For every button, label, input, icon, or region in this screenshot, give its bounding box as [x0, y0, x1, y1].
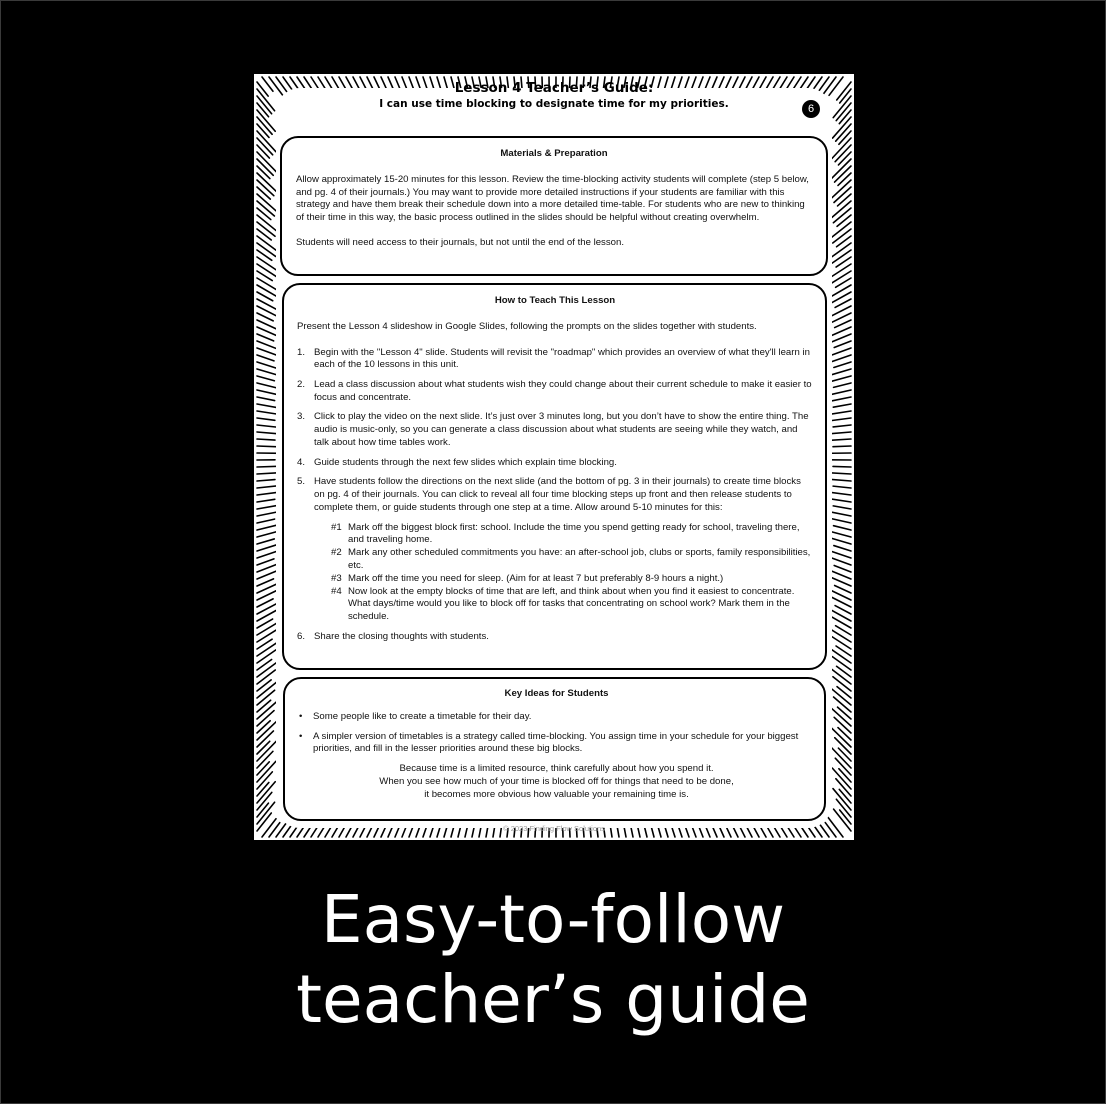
materials-paragraph: Allow approximately 15-20 minutes for this lesson. Review the time-blocking activity students will complete (step 5 below, and pg. 4 of their journals.) You may want to provide more detailed instructions if your students are familiar with this strategy and have them break their schedule down into a more detailed time-table. For students who are new to thinking of their time in this way, the basic process outlined in the slides should be helpful without creating overwhelm. — [296, 173, 809, 224]
steps-list — [297, 347, 813, 644]
time-block-tag: #2 — [331, 547, 342, 559]
how-to-teach-heading: How to Teach This Lesson — [494, 295, 616, 306]
closing-line: When you see how much of your time is blocked off for things that need to be done, — [379, 775, 734, 787]
document-title: Lesson 4 Teacher’s Guide: — [454, 80, 654, 96]
step-number: 2. — [297, 378, 306, 390]
page-number-badge: 6 — [802, 100, 820, 118]
step-item — [297, 411, 813, 449]
closing-line: it becomes more obvious how valuable your remaining time is. — [424, 788, 689, 800]
how-to-teach-panel — [282, 283, 827, 670]
step-number: 6. — [297, 630, 306, 642]
step-number: 4. — [297, 456, 306, 468]
caption-line: Easy-to-follow — [320, 881, 786, 958]
materials-heading: Materials & Preparation — [500, 148, 608, 159]
time-block-text: Mark any other scheduled commitments you have: an after-school job, clubs or sports, family responsibilities, etc. — [348, 547, 811, 571]
time-block-step — [331, 547, 813, 573]
teaching-intro: Present the Lesson 4 slideshow in Google Slides, following the prompts on the slides together with students. — [297, 320, 757, 332]
step-number: 3. — [297, 411, 306, 423]
time-block-step — [331, 586, 813, 624]
time-block-text: Mark off the biggest block first: school. Include the time you spend getting ready for school, traveling there, and traveling home. — [348, 521, 800, 546]
step-text: Guide students through the next few slides which explain time blocking. — [314, 456, 617, 468]
time-block-text: Now look at the empty blocks of time that are left, and think about when you find it easiest to concentrate. What days/time would you like to block off for tasks that concentrating on school work? Mark them in the schedule. — [348, 585, 795, 623]
key-idea-item: • Some people like to create a timetable for their day. — [299, 711, 814, 724]
step-item — [297, 457, 813, 470]
step-text: Share the closing thoughts with students. — [314, 630, 489, 642]
document-page — [254, 74, 854, 840]
step-number: 5. — [297, 476, 306, 488]
step-number: 1. — [297, 346, 306, 358]
time-block-steps — [331, 522, 813, 624]
closing-thought — [299, 763, 814, 801]
key-ideas-list — [299, 711, 814, 756]
time-block-step — [331, 573, 813, 586]
step-item — [297, 347, 813, 373]
step-item — [297, 379, 813, 405]
key-ideas-panel — [283, 677, 826, 821]
step-text: Begin with the "Lesson 4" slide. Students will revisit the "roadmap" which provides an overview of what they'll learn in each of the 10 lessons in this unit. — [314, 346, 810, 371]
time-block-step — [331, 522, 813, 548]
time-block-tag: #4 — [331, 585, 342, 597]
step-text: Lead a class discussion about what students wish they could change about their current schedule to make it easier to focus and concentrate. — [314, 378, 812, 403]
materials-panel — [280, 136, 828, 276]
closing-line: Because time is a limited resource, think carefully about how you spend it. — [399, 763, 714, 775]
caption-line: teacher’s guide — [296, 961, 810, 1038]
promo-caption — [0, 880, 1106, 1040]
step-item — [297, 631, 813, 644]
time-block-tag: #3 — [331, 572, 342, 584]
key-ideas-heading: Key Ideas for Students — [504, 688, 609, 699]
step-text: Click to play the video on the next slide. It’s just over 3 minutes long, but you don’t have to show the entire thing. The audio is music-only, so you can generate a class discussion about what students are seeing while they watch, and talk about how time tables work. — [314, 411, 809, 448]
step-text: Have students follow the directions on the next slide (and the bottom of pg. 3 in their journals) to create time blocks on pg. 4 of their journals. You can click to reveal all four time blocking steps up front and then release students to complete them, or guide students through one step at a time. Allow around 5-10 minutes for this: — [314, 476, 801, 513]
copyright-notice: © 2023 Finding Flow Solutions — [503, 824, 605, 833]
time-block-text: Mark off the time you need for sleep. (Aim for at least 7 but preferably 8-9 hours a night.) — [348, 572, 724, 584]
materials-paragraph: Students will need access to their journals, but not until the end of the lesson. — [296, 236, 624, 248]
step-item — [297, 476, 813, 624]
time-block-tag: #1 — [331, 521, 342, 533]
document-subtitle: I can use time blocking to designate time for my priorities. — [379, 98, 729, 110]
key-idea-item: • A simpler version of timetables is a strategy called time-blocking. You assign time in your schedule for your biggest priorities, and fill in the lesser priorities around these big blocks. — [299, 731, 814, 757]
